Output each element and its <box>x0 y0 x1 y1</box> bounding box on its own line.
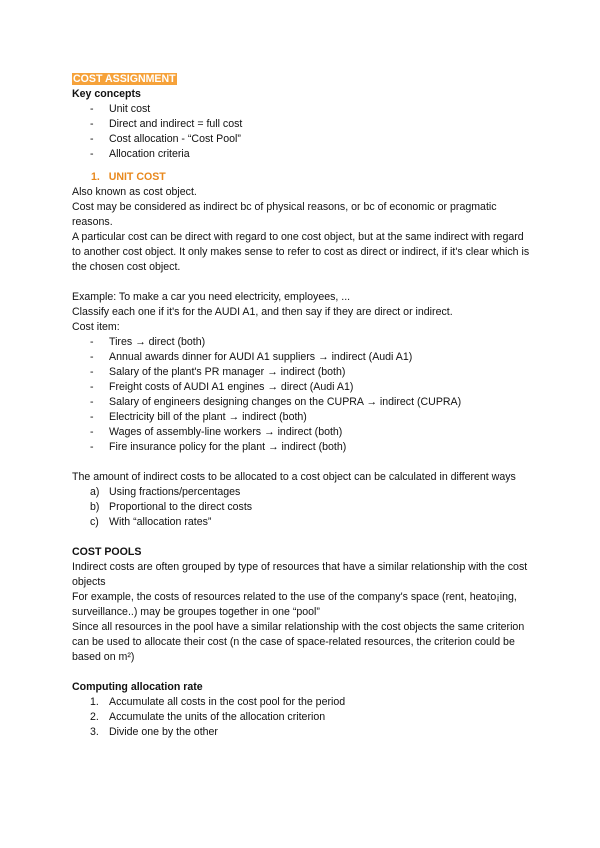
example-text: Example: To make a car you need electricity, employees, ... <box>72 291 351 303</box>
list-item: - Wages of assembly-line workers → indirect (both) <box>72 425 532 440</box>
paragraph: Indirect costs are often grouped by type of resources that have a similar relationship with the cost objects <box>72 561 528 588</box>
paragraph: Cost may be considered as indirect bc of physical reasons, or bc of economic or pragmatic reasons. <box>72 201 497 228</box>
list-item-text: With “allocation rates” <box>109 516 212 528</box>
paragraph: Since all resources in the pool have a similar relationship with the cost objects the same criterion can be used to allocate their cost (n the case of space-related resources, the criterion could be based on m²) <box>72 621 525 663</box>
list-item <box>72 500 532 515</box>
document-page <box>72 72 532 740</box>
list-item: - Cost allocation - “Cost Pool” <box>72 132 532 147</box>
list-marker: b) <box>90 501 100 513</box>
section-title: UNIT COST <box>108 171 166 183</box>
classify-text: Classify each one if it's for the AUDI A1, and then say if they are direct or indirect. <box>72 306 453 318</box>
list-item: - Tires → direct (both) <box>72 335 532 350</box>
list-item <box>72 710 532 725</box>
list-marker: c) <box>90 516 99 528</box>
cost-item-label: Cost item: <box>72 321 120 333</box>
unit-cost-heading <box>91 170 532 185</box>
list-item: - Fire insurance policy for the plant → indirect (both) <box>72 440 532 455</box>
section-number: 1. <box>91 171 100 183</box>
list-item-text: Accumulate the units of the allocation criterion <box>109 711 326 723</box>
list-item <box>72 695 532 710</box>
list-item: - Electricity bill of the plant → indirect (both) <box>72 410 532 425</box>
list-item: - Direct and indirect = full cost <box>72 117 532 132</box>
list-item: - Allocation criteria <box>72 147 532 162</box>
list-item <box>72 485 532 500</box>
allocation-steps-list <box>72 695 532 740</box>
list-item: - Annual awards dinner for AUDI A1 suppliers → indirect (Audi A1) <box>72 350 532 365</box>
list-item-text: Proportional to the direct costs <box>109 501 253 513</box>
list-marker: 1. <box>90 696 99 708</box>
ways-text: The amount of indirect costs to be allocated to a cost object can be calculated in different ways <box>72 471 516 483</box>
list-item <box>72 515 532 530</box>
list-item: - Unit cost <box>72 102 532 117</box>
list-item-text: Divide one by the other <box>109 726 218 738</box>
list-marker: 3. <box>90 726 99 738</box>
list-item: - Freight costs of AUDI A1 engines → direct (Audi A1) <box>72 380 532 395</box>
key-concepts-heading: Key concepts <box>72 88 141 100</box>
list-item-text: Accumulate all costs in the cost pool for the period <box>109 696 346 708</box>
ways-list <box>72 485 532 530</box>
title-line <box>72 72 532 87</box>
paragraph: For example, the costs of resources related to the use of the company's space (rent, heato¡ing, surveillance..) may be groupes together in one “pool” <box>72 591 517 618</box>
document-title: COST ASSIGNMENT <box>73 73 176 85</box>
list-marker: a) <box>90 486 100 498</box>
paragraph: A particular cost can be direct with regard to one cost object, but at the same indirect with regard to another cost object. It only makes sense to refer to cost as direct or indirect, if it's clear which is the chosen cost object. <box>72 231 530 273</box>
paragraph: Also known as cost object. <box>72 186 197 198</box>
cost-pools-heading: COST POOLS <box>72 546 142 558</box>
list-item: - Salary of the plant's PR manager → indirect (both) <box>72 365 532 380</box>
list-marker: 2. <box>90 711 99 723</box>
cost-items-list <box>72 335 532 455</box>
allocation-rate-heading: Computing allocation rate <box>72 681 203 693</box>
list-item: - Salary of engineers designing changes on the CUPRA → indirect (CUPRA) <box>72 395 532 410</box>
key-concepts-list <box>72 102 532 162</box>
list-item <box>72 725 532 740</box>
list-item-text: Using fractions/percentages <box>109 486 241 498</box>
